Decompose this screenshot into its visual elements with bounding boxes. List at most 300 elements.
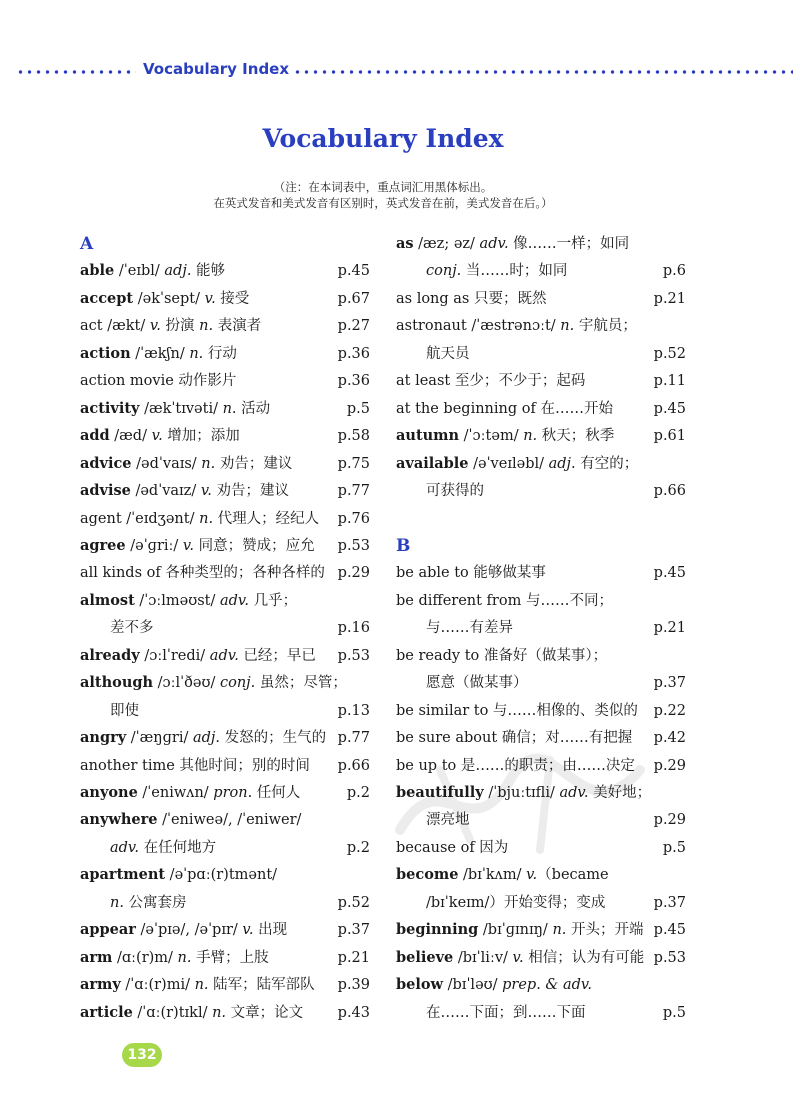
entry-phonetic: /əkˈsept/ <box>133 290 205 307</box>
entry-part-of-speech: conj. <box>426 263 462 280</box>
entry-text <box>396 648 607 664</box>
entry-headword: agree <box>80 536 126 554</box>
entry-definition: 文章；论文 <box>226 1004 304 1021</box>
entry-headword: all kinds of <box>80 565 161 582</box>
entry-text <box>80 620 154 636</box>
entry-definition: 动作影片 <box>173 373 237 390</box>
entry-text <box>396 291 547 307</box>
entry-headword: able <box>80 262 115 280</box>
index-entry <box>396 973 686 997</box>
index-entry <box>80 1001 370 1025</box>
entry-definition: 陆军；陆军部队 <box>208 977 315 994</box>
index-entry <box>80 863 370 887</box>
entry-page-ref: p.52 <box>653 345 686 362</box>
entry-page-ref: p.53 <box>653 949 686 966</box>
entry-part-of-speech: adj. <box>164 263 192 280</box>
entry-part-of-speech: adv. <box>220 592 250 609</box>
entry-definition: 劝告；建议 <box>215 455 293 472</box>
entry-headword: army <box>80 976 121 994</box>
entry-text <box>396 593 613 609</box>
index-entry <box>396 424 686 448</box>
entry-page-ref: p.36 <box>337 373 370 390</box>
index-entry <box>80 808 370 832</box>
entry-text <box>80 511 319 527</box>
index-entry <box>396 232 686 256</box>
index-entry <box>396 863 686 887</box>
entry-text <box>396 318 637 334</box>
entry-phonetic: /əˈpɑː(r)tmənt/ <box>165 867 278 884</box>
index-entry <box>396 589 686 613</box>
entry-part-of-speech: n. <box>177 949 192 966</box>
entry-text <box>80 977 315 993</box>
entry-part-of-speech: v. <box>526 867 538 884</box>
entry-headword: apartment <box>80 866 166 884</box>
entry-phonetic: /ˈæstrənɔːt/ <box>466 318 561 335</box>
entry-page-ref: p.37 <box>337 922 370 939</box>
entry-page-ref: p.5 <box>662 839 686 856</box>
entry-phonetic: /bɪˈkeɪm/） <box>426 894 504 911</box>
index-entry <box>80 589 370 613</box>
entry-definition: 代理人；经纪人 <box>213 510 320 527</box>
entry-part-of-speech: v. <box>182 537 195 554</box>
entry-text <box>396 456 638 472</box>
index-entry <box>396 287 686 311</box>
entry-definition: 可获得的 <box>426 483 484 500</box>
entry-text <box>80 730 326 746</box>
entry-phonetic: /ˈeɪbl/ <box>114 263 165 280</box>
entry-headword: beginning <box>396 921 479 939</box>
entry-headword: become <box>396 866 459 884</box>
index-entry <box>396 1001 686 1025</box>
index-entry <box>80 534 370 558</box>
entry-definition: 发怒的；生气的 <box>220 730 327 747</box>
entry-definition: 能够 <box>191 263 226 280</box>
entry-definition: 扮演 <box>160 318 200 335</box>
entry-page-ref: p.53 <box>337 537 370 554</box>
entry-page-ref: p.75 <box>337 455 370 472</box>
entry-headword: believe <box>396 948 454 966</box>
entry-page-ref: p.21 <box>337 949 370 966</box>
entry-definition: 差不多 <box>110 620 154 637</box>
index-entry <box>396 452 686 476</box>
entry-phonetic: /ˈɔːtəm/ <box>459 428 524 445</box>
entry-text <box>80 456 292 472</box>
entry-part-of-speech: n. <box>199 510 214 527</box>
index-entry <box>80 973 370 997</box>
entry-definition: 愿意（做某事） <box>426 675 528 692</box>
entry-headword: be similar to <box>396 702 489 719</box>
entry-page-ref: p.66 <box>337 757 370 774</box>
entry-phonetic: /ɔːlˈðəʊ/ <box>153 675 220 692</box>
entry-page-ref: p.77 <box>337 483 370 500</box>
entry-phonetic: /ˈɔːlməʊst/ <box>134 592 220 609</box>
index-entry <box>396 616 686 640</box>
entry-definition: 开始变得；变成 <box>503 894 606 911</box>
index-entry <box>80 397 370 421</box>
index-entry <box>80 479 370 503</box>
entry-text <box>80 565 325 581</box>
entry-part-of-speech: n. <box>222 400 237 417</box>
entry-text <box>396 401 613 417</box>
entry-headword: beautifully <box>396 784 484 801</box>
entry-phonetic: /æz; əz/ <box>413 236 480 252</box>
index-entry <box>80 507 370 531</box>
entry-definition: 与……不同； <box>521 592 613 609</box>
entry-part-of-speech-2: n. <box>199 318 214 335</box>
entry-text <box>80 867 277 883</box>
entry-definition: 虽然；尽管； <box>255 675 347 692</box>
index-entry <box>396 479 686 503</box>
entry-page-ref: p.29 <box>337 565 370 582</box>
entry-text <box>80 703 139 719</box>
entry-text <box>396 703 638 719</box>
entry-headword: activity <box>80 399 140 417</box>
entry-definition: 公寓套房 <box>123 894 187 911</box>
entry-definition: 与……有差异 <box>426 620 513 637</box>
entry-part-of-speech: n. <box>212 1004 227 1021</box>
entry-page-ref: p.13 <box>337 702 370 719</box>
entry-headword: add <box>80 427 110 445</box>
entry-text <box>396 565 546 581</box>
entry-phonetic: /ɔːlˈredi/ <box>139 647 210 664</box>
entry-page-ref: p.5 <box>662 1004 686 1021</box>
index-entry <box>80 918 370 942</box>
entry-page-ref: p.2 <box>346 839 370 856</box>
entry-text <box>396 675 528 691</box>
entry-part-of-speech: pron. <box>213 785 253 801</box>
entry-definition: 当……时；如同 <box>461 263 568 280</box>
entry-definition: 宇航员； <box>574 318 637 335</box>
entry-text <box>396 950 644 966</box>
index-entry <box>80 314 370 338</box>
entry-text <box>80 840 216 856</box>
entry-text <box>396 428 614 444</box>
index-entry <box>80 644 370 668</box>
entry-part-of-speech: adv. <box>479 236 509 252</box>
header-dots-right <box>293 70 793 74</box>
entry-text <box>396 263 567 279</box>
entry-page-ref: p.45 <box>653 922 686 939</box>
entry-definition: 即使 <box>110 702 139 719</box>
entry-part-of-speech: n. <box>523 428 538 445</box>
entry-text <box>80 483 289 499</box>
entry-text <box>396 236 629 252</box>
entry-definition: 美好地； <box>588 785 652 801</box>
entry-definition: 活动 <box>236 400 271 417</box>
entry-part-of-speech: adj. <box>192 730 220 747</box>
index-entry <box>80 836 370 860</box>
entry-text <box>80 785 300 801</box>
entry-page-ref: p.29 <box>653 812 686 829</box>
entry-text <box>80 895 187 911</box>
index-entry <box>80 671 370 695</box>
entry-page-ref: p.11 <box>653 373 686 390</box>
entry-phonetic: /bɪˈliːv/ <box>453 949 513 966</box>
note-line-1: （注：在本词表中，重点词汇用黑体标出。 <box>273 180 493 194</box>
entry-page-ref: p.6 <box>662 263 686 280</box>
entry-headword: because of <box>396 839 475 856</box>
entry-headword: anywhere <box>80 811 158 829</box>
entry-part-of-speech: v. <box>204 290 216 307</box>
watermark-calligraphy-icon <box>380 740 660 860</box>
entry-text <box>80 318 261 334</box>
entry-headword: at the beginning of <box>396 400 536 417</box>
entry-page-ref: p.37 <box>653 894 686 911</box>
entry-text <box>396 867 609 883</box>
entry-page-ref: p.76 <box>337 510 370 527</box>
index-entry <box>396 644 686 668</box>
entry-page-ref: p.36 <box>337 345 370 362</box>
entry-headword: be ready to <box>396 647 480 664</box>
index-entry <box>396 397 686 421</box>
entry-text <box>80 758 310 774</box>
entry-page-ref: p.2 <box>346 785 370 801</box>
entry-text <box>80 373 236 389</box>
index-entry <box>396 314 686 338</box>
entry-page-ref: p.27 <box>337 318 370 335</box>
entry-page-ref: p.61 <box>653 428 686 445</box>
index-entry <box>80 424 370 448</box>
entry-page-ref: p.22 <box>653 702 686 719</box>
entry-part-of-speech: v. <box>151 428 163 445</box>
entry-phonetic: /bɪˈkʌm/ <box>458 867 527 884</box>
entry-definition: 确信；对……有把握 <box>497 730 633 747</box>
entry-definition: 其他时间；别的时间 <box>174 757 310 774</box>
entry-headword: arm <box>80 948 113 966</box>
section-letter: B <box>396 535 411 556</box>
entry-definition: 接受 <box>215 290 250 307</box>
entry-phonetic: /əˈveɪləbl/ <box>468 455 549 472</box>
entry-part-of-speech: v. <box>242 922 254 939</box>
entry-definition: 同意；赞成；应允 <box>194 537 315 554</box>
entry-definition: （became <box>537 867 609 884</box>
entry-headword: autumn <box>396 427 460 445</box>
entry-part-of-speech: adv. <box>209 647 239 664</box>
index-entry <box>396 561 686 585</box>
index-entry <box>396 891 686 915</box>
entry-text <box>80 593 297 609</box>
entry-headword: agent <box>80 510 122 527</box>
entry-phonetic: /ˈɑː(r)mi/ <box>120 977 195 994</box>
entry-definition: 劝告；建议 <box>211 483 290 500</box>
entry-page-ref: p.16 <box>337 620 370 637</box>
entry-headword: astronaut <box>396 318 467 335</box>
entry-text <box>396 346 470 362</box>
index-entry <box>396 699 686 723</box>
entry-text <box>396 895 605 911</box>
entry-headword: action <box>80 344 131 362</box>
entry-page-ref: p.53 <box>337 647 370 664</box>
entry-text <box>80 675 347 691</box>
entry-definition: 增加；添加 <box>162 428 240 445</box>
entry-definition-2: 表演者 <box>213 318 262 335</box>
entry-definition: 准备好（做某事）； <box>479 647 608 664</box>
index-entry <box>80 754 370 778</box>
entry-page-ref: p.42 <box>653 730 686 747</box>
page-number-badge: 132 <box>122 1043 162 1067</box>
entry-part-of-speech: adv. <box>110 839 140 856</box>
entry-definition: 在任何地方 <box>139 839 217 856</box>
running-header-title: Vocabulary Index <box>143 60 290 78</box>
entry-headword: article <box>80 1003 133 1021</box>
header-dots-left <box>16 70 136 74</box>
entry-text <box>396 483 484 499</box>
entry-phonetic: /ˈbjuːtɪfli/ <box>483 785 560 801</box>
index-entry <box>396 946 686 970</box>
entry-headword: act <box>80 318 103 335</box>
index-entry <box>80 781 370 805</box>
entry-part-of-speech: n. <box>194 977 209 994</box>
entry-headword: advise <box>80 482 131 500</box>
entry-text <box>80 428 240 444</box>
entry-page-ref: p.39 <box>337 977 370 994</box>
index-entry <box>80 342 370 366</box>
entry-headword: although <box>80 674 154 692</box>
index-entry <box>80 946 370 970</box>
entry-page-ref: p.77 <box>337 730 370 747</box>
entry-definition: 至少；不少于；起码 <box>450 373 586 390</box>
entry-text <box>80 1005 303 1021</box>
entry-part-of-speech: n. <box>552 922 567 939</box>
entry-page-ref: p.43 <box>337 1004 370 1021</box>
entry-phonetic: /ɑː(r)m/ <box>112 949 178 966</box>
index-entry <box>396 369 686 393</box>
index-entry <box>396 342 686 366</box>
entry-page-ref: p.58 <box>337 428 370 445</box>
entry-page-ref: p.45 <box>337 263 370 280</box>
entry-part-of-speech: conj. <box>219 675 256 692</box>
entry-definition: 只要；既然 <box>469 290 547 307</box>
entry-part-of-speech: prep. & adv. <box>502 977 592 994</box>
entry-text <box>80 291 249 307</box>
index-entry <box>80 699 370 723</box>
entry-definition: 是……的职责；由……决定 <box>456 757 635 774</box>
entry-definition: 各种类型的；各种各样的 <box>160 565 325 582</box>
entry-headword: at least <box>396 373 451 390</box>
entry-headword: be sure about <box>396 730 498 747</box>
entry-definition: 像……一样；如同 <box>508 236 630 252</box>
entry-part-of-speech: n. <box>110 894 124 911</box>
entry-phonetic: /ˈɑː(r)tɪkl/ <box>132 1004 213 1021</box>
entry-definition: 出现 <box>253 922 288 939</box>
entry-part-of-speech: n. <box>560 318 575 335</box>
entry-phonetic: /bɪˈləʊ/ <box>443 977 503 994</box>
running-header <box>0 58 800 84</box>
entry-phonetic: /ˈæŋɡri/ <box>126 730 193 747</box>
entry-phonetic: /ədˈvaɪz/ <box>130 483 201 500</box>
entry-definition: 行动 <box>203 345 237 362</box>
entry-headword: as <box>396 235 414 252</box>
entry-definition: 在……下面；到……下面 <box>426 1004 586 1021</box>
index-entry <box>80 891 370 915</box>
entry-text <box>80 950 269 966</box>
index-entry <box>80 616 370 640</box>
entry-headword: be able to <box>396 565 469 582</box>
index-entry <box>80 726 370 750</box>
entry-phonetic: /ækˈtɪvəti/ <box>139 400 223 417</box>
entry-headword: below <box>396 976 444 994</box>
entry-headword: be different from <box>396 592 522 609</box>
entry-phonetic: /ˈeniwʌn/ <box>137 785 214 801</box>
entry-definition: 有空的； <box>575 455 639 472</box>
entry-definition: 航天员 <box>426 345 470 362</box>
entry-text <box>80 922 287 938</box>
entry-headword: as long as <box>396 290 470 307</box>
entry-headword: available <box>396 454 469 472</box>
entry-phonetic: /ˈeniweə/, /ˈeniwer/ <box>157 812 302 829</box>
entry-headword: action movie <box>80 373 174 390</box>
entry-text <box>80 648 316 664</box>
entry-phonetic: /əˈɡriː/ <box>125 537 183 554</box>
entry-part-of-speech: v. <box>200 483 212 500</box>
entry-part-of-speech: n. <box>189 345 204 362</box>
entry-definition: 任何人 <box>252 785 301 801</box>
entry-text <box>80 538 315 554</box>
entry-page-ref: p.66 <box>653 483 686 500</box>
entry-definition: 相信；认为有可能 <box>523 949 645 966</box>
entry-headword: almost <box>80 591 135 609</box>
entry-page-ref: p.5 <box>346 400 370 417</box>
index-entry <box>396 671 686 695</box>
entry-definition: 因为 <box>474 839 509 856</box>
entry-text <box>396 620 513 636</box>
page-title: Vocabulary Index <box>262 124 504 153</box>
entry-page-ref: p.21 <box>653 290 686 307</box>
entry-page-ref: p.67 <box>337 290 370 307</box>
entry-headword: appear <box>80 921 136 939</box>
entry-phonetic: /ækt/ <box>102 318 150 335</box>
entry-text <box>80 401 270 417</box>
index-entry <box>80 561 370 585</box>
entry-part-of-speech: v. <box>512 949 524 966</box>
entry-page-ref: p.45 <box>653 565 686 582</box>
entry-definition: 几乎； <box>249 592 298 609</box>
entry-text <box>396 922 644 938</box>
entry-text <box>80 812 301 828</box>
index-entry <box>80 452 370 476</box>
entry-phonetic: /əˈpɪə/, /əˈpɪr/ <box>135 922 243 939</box>
entry-headword: anyone <box>80 784 138 801</box>
index-entry <box>80 287 370 311</box>
entry-headword: accept <box>80 289 134 307</box>
entry-definition: 手臂；上肢 <box>191 949 269 966</box>
entry-phonetic: /ˈækʃn/ <box>130 345 190 362</box>
index-entry <box>80 369 370 393</box>
entry-text <box>80 346 237 362</box>
entry-definition: 开头；开端 <box>566 922 644 939</box>
index-entry <box>396 918 686 942</box>
entry-phonetic: /bɪˈɡɪnɪŋ/ <box>478 922 553 939</box>
entry-headword: be up to <box>396 757 457 774</box>
entry-page-ref: p.37 <box>653 675 686 692</box>
entry-phonetic: /ˈeɪdʒənt/ <box>121 510 200 527</box>
entry-definition: 在……开始 <box>535 400 613 417</box>
entry-phonetic: /ədˈvaɪs/ <box>131 455 202 472</box>
entry-definition: 与……相像的、类似的 <box>488 702 638 719</box>
section-letter: A <box>80 234 94 254</box>
entry-text <box>80 263 225 279</box>
entry-headword: advice <box>80 454 132 472</box>
entry-part-of-speech: adv. <box>559 785 589 801</box>
entry-text <box>396 1005 586 1021</box>
entry-definition: 能够做某事 <box>468 565 546 582</box>
note-line-2: 在英式发音和美式发音有区别时，英式发音在前，美式发音在后。） <box>213 196 553 210</box>
index-entry <box>80 259 370 283</box>
index-entry <box>396 259 686 283</box>
entry-headword: already <box>80 646 140 664</box>
entry-headword: angry <box>80 729 127 747</box>
entry-part-of-speech: adj. <box>548 455 576 472</box>
